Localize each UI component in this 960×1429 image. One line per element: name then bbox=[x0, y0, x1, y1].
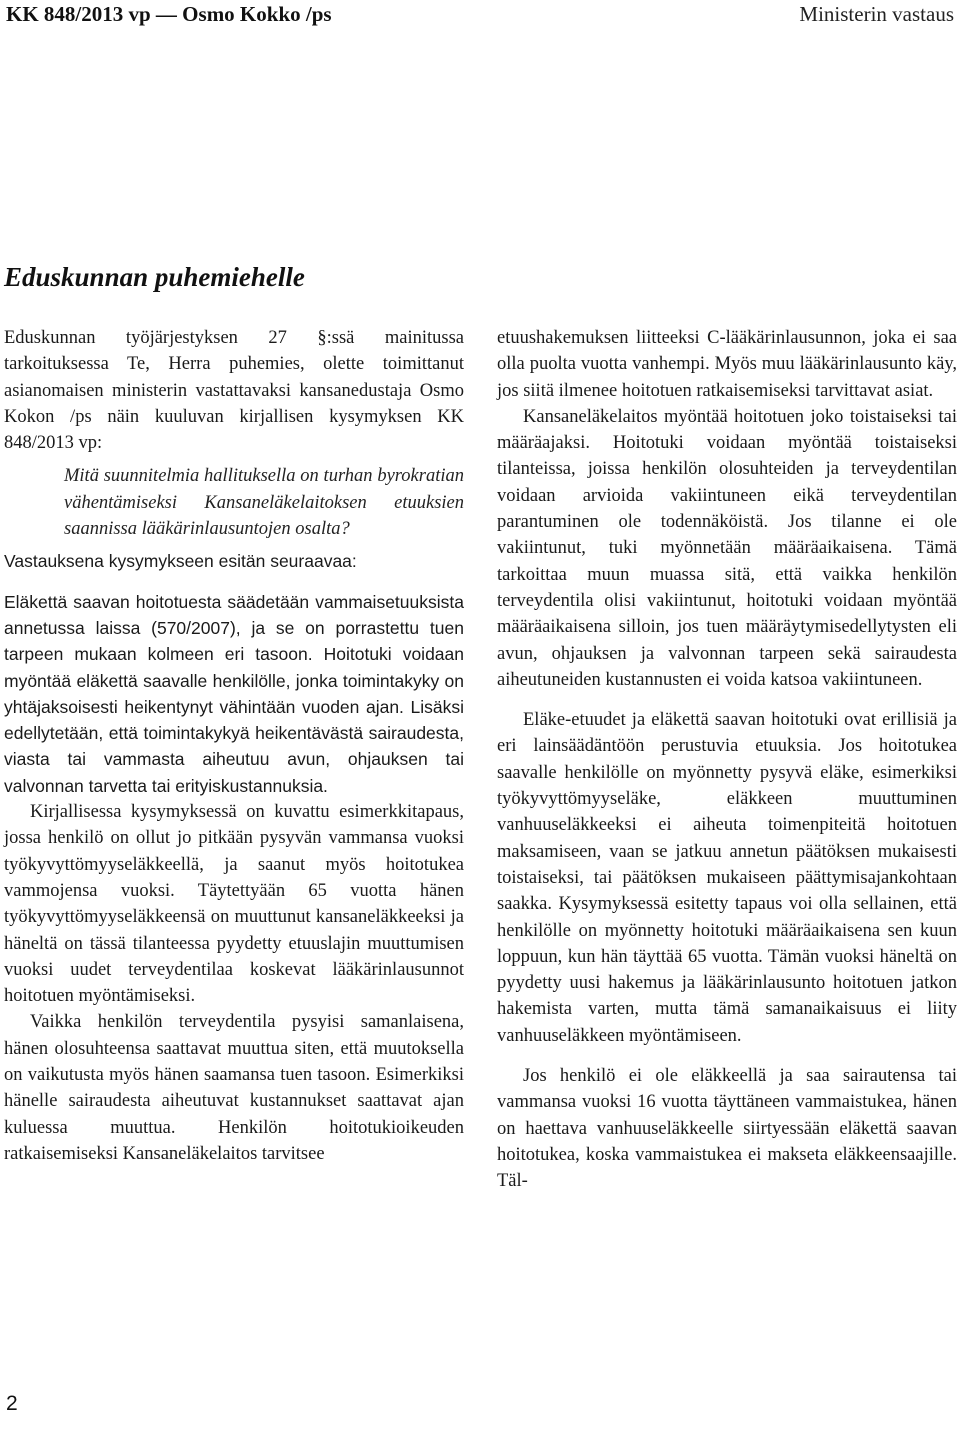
body-paragraph-1: Eläkettä saavan hoitotuesta säädetään vammaisetuuksista annetussa laissa (570/2007), ja se on porrastettu tuen tarpeen mukaan kolmeen eri tasoon. Hoitotuki voidaan myöntää eläkettä saavalle henkilölle, jonka toimintakyky on yhtäjaksoisesti heikentynyt vähintään vuoden ajan. Lisäksi edellytetään, että toimintakykyä heikentävästä sairaudesta, viasta tai vammasta aiheutuu avun, ohjauksen tai valvonnan tarvetta tai erityiskustannuksia. bbox=[4, 591, 464, 796]
left-column bbox=[4, 325, 464, 1167]
body-paragraph-3: Vaikka henkilön terveydentila pysyisi samanlaisena, hänen olosuhteensa saattavat muuttua siten, että muutoksella on vaikutusta myös hänen saamansa tuen tasoon. Esimerkiksi hänelle sairaudesta aiheutuvat kustannukset saattavat ajan kuluessa muuttua. Henkilön hoitotukioikeuden ratkaisemiseksi Kansaneläkelaitos tarvitsee bbox=[4, 1012, 464, 1164]
body-paragraph-2: Kirjallisessa kysymyksessä on kuvattu esimerkkitapaus, jossa henkilö on ollut jo pitkään pysyvän vammansa vuoksi työkyvyttömyyseläkkeellä, ja saanut myös hoitotukea vammojensa vuoksi. Täytettyään 65 vuotta hänen työkyvyttömyyseläkkeensä on muuttunut kansaneläkkeeksi ja häneltä on tässä tilanteessa pyydetty etuuslajin muuttumisen vuoksi uudet terveydentilaa koskevat lääkärinlausunnot hoitotuen myöntämiseksi. bbox=[4, 802, 464, 1007]
page-number: 2 bbox=[6, 1392, 18, 1415]
body-paragraph-5: Kansaneläkelaitos myöntää hoitotuen joko toistaiseksi tai määräajaksi. Hoitotuki voidaan myöntää toistaiseksi tilanteissa, joissa henkilön olosuhteiden ja terveydentilan voidaan arvioida vakiintuneen eikä terveydentilan parantuminen ole todennäköistä. Jos tilanne ei ole vakiintunut, tuki myönnetään määräaikaisena. Tämä tarkoittaa muun muassa sitä, että vaikka henkilön terveydentila olisi vakiintunut, hoitotuki voidaan myöntää määräaikaisena silloin, jos tuen määräytymisedellytysten eli avun, ohjauksen ja valvonnan tarpeen sekä sairaudesta aiheutuneiden kustannusten ei voida katsoa vakiintuneen. bbox=[497, 406, 957, 690]
right-column bbox=[497, 325, 957, 1195]
body-paragraph-4: etuushakemuksen liitteeksi C-lääkärinlausunnon, joka ei saa olla puolta vuotta vanhempi. Myös muu lääkärinlausunto käy, jos siitä ilmenee hoitotuen ratkaisemiseksi tarvittavat asiat. bbox=[497, 328, 957, 401]
intro-paragraph: Eduskunnan työjärjestyksen 27 §:ssä mainitussa tarkoituksessa Te, Herra puhemies, olette toimittanut asianomaisen ministerin vastattavaksi kansanedustaja Osmo Kokon /ps näin kuuluvan kirjallisen kysymyksen KK 848/2013 vp: bbox=[4, 328, 464, 454]
question-quote: Mitä suunnitelmia hallituksella on turhan byrokratian vähentämiseksi Kansaneläkelaitoksen etuuksien saannissa lääkärinlausuntojen osalta? bbox=[64, 466, 464, 540]
answer-lead: Vastauksena kysymykseen esitän seuraavaa: bbox=[4, 551, 357, 572]
header-document-id: KK 848/2013 vp — Osmo Kokko /ps bbox=[6, 2, 332, 26]
header-section-title: Ministerin vastaus bbox=[799, 2, 954, 26]
body-paragraph-6: Eläke-etuudet ja eläkettä saavan hoitotuki ovat erillisiä ja eri lainsäädäntöön perustuvia etuuksia. Jos hoitotukea saavalle henkilölle on myönnetty pysyvä eläke, esimerkiksi työkyvyttömyyseläke, eläkkeen muuttuminen vanhuuseläkkeeksi ei aiheuta toimenpiteitä hoitotuen maksamiseen, vaan se jatkuu annetun päätöksen mukaisesti toistaiseksi, tai päätöksen mukaiseen päättymisajankohtaan saakka. Kysymyksessä esitetty tapaus voi olla sellainen, että henkilölle on myönnetty hoitotuki määräaikaisena sen kuun loppuun, kun hän täyttää 65 vuotta. Tämän vuoksi häneltä on pyydetty uusi hakemus ja lääkärinlausunto hoitotuen jatkon hakemista varten, mutta tämä samanaikaisuus ei liity vanhuuseläkkeen myöntämiseen. bbox=[497, 710, 957, 1046]
page-title: Eduskunnan puhemiehelle bbox=[4, 262, 305, 292]
body-paragraph-7: Jos henkilö ei ole eläkkeellä ja saa sairautensa tai vammansa vuoksi 16 vuotta täyttäneen vammaistukea, hänen on haettava vanhuuseläkkeelle siirtyessään eläkettä saavan hoitotukea, koska vammaistukea ei makseta eläkkeensaajille. Täl- bbox=[497, 1066, 957, 1192]
